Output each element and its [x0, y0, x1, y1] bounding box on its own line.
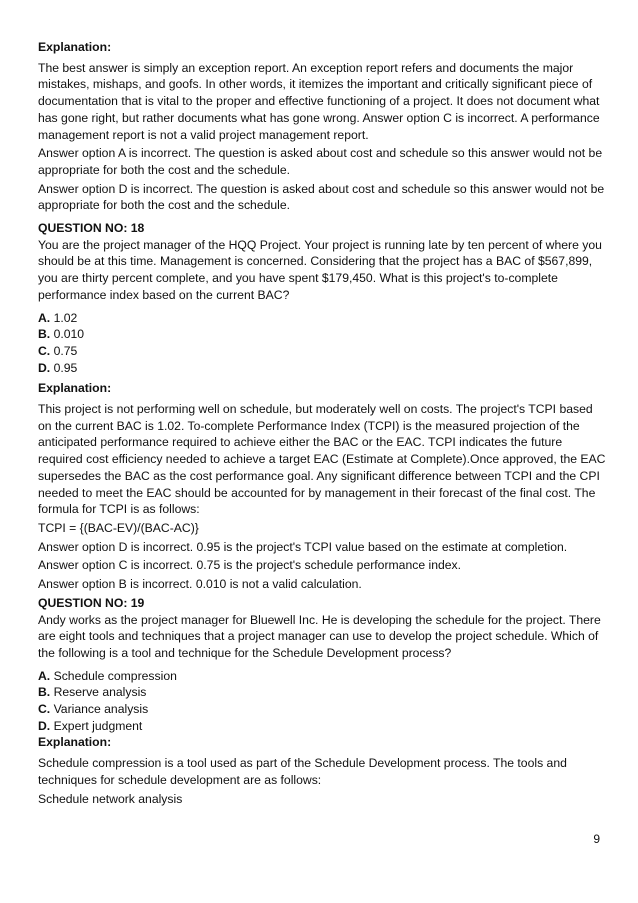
page-content	[38, 39, 606, 809]
explanation-block-prev	[38, 39, 606, 214]
option-text: 0.75	[50, 343, 78, 358]
explanation-paragraph: Answer option A is incorrect. The question is asked about cost and schedule so this answer would not be appropriate for both the cost and the schedule.	[38, 146, 603, 177]
explanation-paragraph: Schedule compression is a tool used as part of the Schedule Development process. The tools and techniques for schedule development are as follows:	[38, 756, 567, 787]
answer-option-b	[38, 326, 606, 343]
question-title: QUESTION NO: 18	[38, 221, 145, 236]
page-number: 9	[593, 832, 600, 846]
option-letter: D.	[38, 718, 51, 733]
option-text: 0.010	[50, 327, 85, 342]
explanation-paragraph: Schedule network analysis	[38, 791, 183, 806]
explanation-paragraph: Answer option B is incorrect. 0.010 is not a valid calculation.	[38, 577, 362, 592]
answer-option-a	[38, 310, 606, 327]
answer-option-c	[38, 701, 606, 718]
explanation-paragraph: Answer option D is incorrect. 0.95 is the project's TCPI value based on the estimate at completion.	[38, 539, 568, 554]
question-title: QUESTION NO: 19	[38, 595, 145, 610]
question-18	[38, 220, 606, 593]
explanation-paragraph: Answer option D is incorrect. The question is asked about cost and schedule so this answer would not be appropriate for both the cost and the schedule.	[38, 181, 605, 213]
answer-options	[38, 310, 606, 377]
question-text: You are the project manager of the HQQ Project. Your project is running late by ten percent of where you should be at this time. Management is concerned. Considering that the project has a BAC of $567,899, you are thirty percent complete, and you have spent $179,450. What is this project's to-complete performance index based on the current BAC?	[38, 237, 602, 302]
explanation-paragraph: Answer option C is incorrect. 0.75 is the project's schedule performance index.	[38, 558, 462, 573]
answer-option-d	[38, 360, 606, 377]
option-letter: C.	[38, 343, 51, 358]
answer-options	[38, 668, 606, 735]
option-text: Expert judgment	[50, 718, 143, 733]
option-text: Reserve analysis	[50, 685, 147, 700]
explanation-paragraph: The best answer is simply an exception report. An exception report refers and documents the major mistakes, mishaps, and goofs. In other words, it itemizes the important and critically significant piece of documentation that is vital to the proper and effective functioning of a project. It does not document what has gone right, but rather documents what has gone wrong. Answer option C is incorrect. A performance management report is not a valid project management report.	[38, 60, 600, 142]
option-letter: B.	[38, 685, 51, 700]
option-text: Variance analysis	[50, 702, 149, 717]
explanation-paragraph: This project is not performing well on schedule, but moderately well on costs. The project's TCPI based on the current BAC is 1.02. To-complete Performance Index (TCPI) is the measured projection of the anticipated performance required to achieve either the BAC or the EAC. TCPI indicates the future required cost efficiency needed to achieve a target EAC (Estimate at Complete).Once approved, the EAC supersedes the BAC as the cost performance goal. Any significant difference between TCPI and the CPI needed to meet the EAC should be accounted for by management in their forecast of the final cost. The formula for TCPI is as follows:	[38, 402, 606, 517]
option-letter: B.	[38, 327, 51, 342]
answer-option-b	[38, 684, 606, 701]
formula: TCPI = {(BAC-EV)/(BAC-AC)}	[38, 520, 199, 535]
answer-option-d	[38, 718, 606, 735]
option-letter: D.	[38, 360, 51, 375]
answer-option-a	[38, 668, 606, 685]
option-letter: C.	[38, 702, 51, 717]
explanation-heading: Explanation:	[38, 40, 112, 54]
explanation-heading: Explanation:	[38, 381, 112, 396]
option-text: Schedule compression	[50, 668, 177, 683]
option-text: 0.95	[50, 360, 78, 375]
option-text: 1.02	[50, 310, 78, 325]
question-text: Andy works as the project manager for Bluewell Inc. He is developing the schedule for the project. There are eight tools and techniques that a project manager can use to develop the project schedule. Which of the following is a tool and technique for the Schedule Development process?	[38, 612, 601, 660]
option-letter: A.	[38, 310, 51, 325]
explanation-heading: Explanation:	[38, 735, 112, 750]
question-19	[38, 595, 606, 807]
answer-option-c	[38, 343, 606, 360]
option-letter: A.	[38, 668, 51, 683]
